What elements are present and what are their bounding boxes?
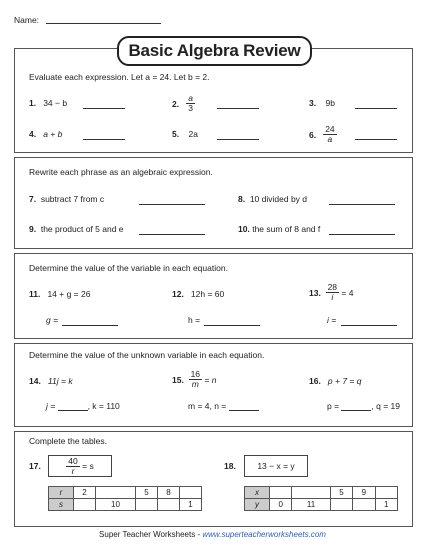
problem-4: 4. a + b [29,129,63,139]
answer-blank-8[interactable] [329,195,395,205]
problem-15: 15. $\frac{16}{m}$ = n [172,369,217,389]
page-title: Basic Algebra Review [117,36,312,66]
answer-blank-13[interactable] [341,316,397,326]
answer-blank-6[interactable] [355,130,397,140]
problem-1: 1. 34 − b [29,98,68,108]
footer-brand: Super Teacher Worksheets - [99,530,203,539]
answer-blank-1[interactable] [83,99,125,109]
table-17 [48,486,202,511]
instruction-tables: Complete the tables. [29,436,107,446]
name-field[interactable] [46,23,161,24]
answer-label-12: h = [188,315,201,325]
answer-14: j = , k = 110 [46,401,120,411]
table-18-row-x: x 5 9 [245,487,398,499]
answer-blank-11[interactable] [62,316,118,326]
problem-12: 12. 12h = 60 [172,289,225,299]
answer-blank-9[interactable] [139,225,205,235]
answer-blank-2[interactable] [217,99,259,109]
instruction-unknown: Determine the value of the unknown variable in each equation. [29,350,265,360]
problem-16: 16. p + 7 = q [309,376,362,386]
answer-blank-15[interactable] [229,401,259,411]
formula-box-18: 13 − x = y [244,455,308,477]
answer-16: p = , q = 19 [327,401,401,411]
table-18-row-y: y 0 11 1 [245,499,398,511]
answer-blank-7[interactable] [139,195,205,205]
name-label: Name: [14,15,40,25]
answer-blank-12[interactable] [204,316,260,326]
problem-8: 8. 10 divided by d [238,194,308,204]
answer-label-11: g = [46,315,59,325]
answer-15: m = 4, n = [188,401,259,411]
answer-blank-3[interactable] [355,99,397,109]
answer-label-13: i = [327,315,337,325]
footer-link[interactable]: www.superteacherworksheets.com [202,530,326,539]
problem-5: 5. 2a [172,129,199,139]
problem-3: 3. 9b [309,98,336,108]
problem-17-number: 17. [29,461,41,471]
answer-blank-14[interactable] [58,401,88,411]
table-17-row-s: s 10 1 [49,499,202,511]
table-17-row-r: r 2 5 8 [49,487,202,499]
footer [0,530,425,539]
formula-box-17: $\frac{40}{r}$ = s [48,455,112,477]
table-18 [244,486,398,511]
instruction-evaluate: Evaluate each expression. Let a = 24. Let b = 2. [29,72,210,82]
problem-11: 11. 14 + g = 26 [29,289,91,299]
problem-14: 14. 11j = k [29,376,73,386]
problem-9: 9. the product of 5 and e [29,224,124,234]
answer-blank-4[interactable] [83,130,125,140]
answer-blank-16[interactable] [341,401,371,411]
problem-18-number: 18. [224,461,236,471]
answer-blank-10[interactable] [329,225,395,235]
problem-6: 6. $\frac{24}{a}$ [309,124,335,144]
problem-10: 10. the sum of 8 and f [238,224,321,234]
problem-13: 13. $\frac{28}{i}$ = 4 [309,282,354,302]
answer-blank-5[interactable] [217,130,259,140]
problem-2: 2. $\frac{a}{3}$ [172,93,193,113]
instruction-rewrite: Rewrite each phrase as an algebraic expression. [29,167,213,177]
instruction-solve: Determine the value of the variable in each equation. [29,263,228,273]
problem-7: 7. subtract 7 from c [29,194,105,204]
